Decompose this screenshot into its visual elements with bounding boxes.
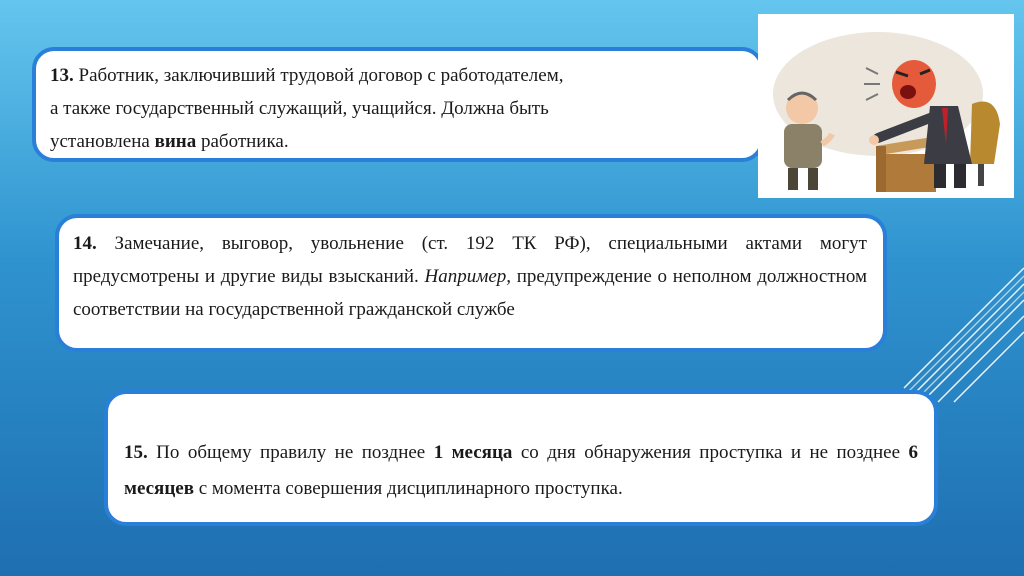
text-run: По общему правилу не позднее xyxy=(147,442,434,463)
text-line: Работник, заключивший трудовой договор с работодателем, xyxy=(73,65,564,86)
text-run: со дня обнаружения проступка и не позднее xyxy=(512,442,909,463)
answer-15-text xyxy=(124,435,918,507)
answer-14-text xyxy=(73,227,867,326)
answer-card-13 xyxy=(32,47,764,162)
bold-term: 1 месяца xyxy=(433,442,513,463)
text-line: установлена xyxy=(50,131,155,152)
item-number-13: 13. xyxy=(50,65,74,86)
text-line: а также государственный служащий, учащийся. Должна быть xyxy=(50,98,549,119)
answer-card-14 xyxy=(55,214,887,352)
italic-term: Например, xyxy=(424,266,512,287)
illustration xyxy=(758,14,1014,198)
answer-card-15 xyxy=(104,390,938,526)
boss-scolding-employee-icon xyxy=(758,14,1014,198)
text-run: с момента совершения дисциплинарного проступка. xyxy=(193,478,623,499)
bold-term: вина xyxy=(154,131,197,152)
item-number-15: 15. xyxy=(124,442,148,463)
item-number-14: 14. xyxy=(73,233,97,254)
answer-13-text xyxy=(50,59,744,158)
text-run: предупреждение о неполном должностном соответствии на государственной гражданской службе xyxy=(73,266,867,320)
bold-term: 6 месяцев xyxy=(124,442,918,499)
text-run: Замечание, выговор, увольнение (ст. 192 ТК РФ), специальными актами могут предусмотрены и другие виды взысканий. xyxy=(73,233,867,287)
text-line: работника. xyxy=(196,131,289,152)
